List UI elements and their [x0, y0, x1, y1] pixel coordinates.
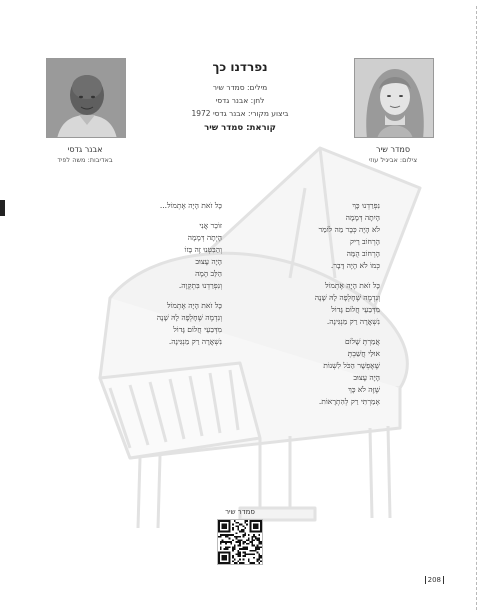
- reader-name: סמדר שיר: [375, 145, 411, 154]
- lyrics-stanza: [100, 220, 222, 292]
- lyrics-line: כְּמוֹ לֹא הָיָה דָּבָר.: [330, 261, 380, 270]
- composer-photo-credit: באדיבות: משה לפיד: [57, 156, 113, 164]
- composer-photo-caption: [30, 145, 140, 165]
- lyrics-line: מִדְּבַעֵי חֲלוֹם גָּדוֹל: [173, 325, 222, 334]
- lyrics-line: וְנִדְמֶה שֶׁחָלְפָה לָהּ שָׁנָה: [156, 313, 222, 322]
- lyrics-line: שֶׁזֶּה לֹא כָּךְ: [348, 385, 380, 394]
- lyrics-line: הָיָה עָצוּב: [353, 373, 380, 382]
- lyrics-line: הָיָה עָצוּב: [195, 257, 222, 266]
- lyrics-line: וְנִפְרַדְנוּ בִּתְקְוָה.: [178, 281, 222, 290]
- lyrics-line: נִשְׁאֲרָה רַק מַנְגִּינָה.: [326, 317, 380, 326]
- reader-photo-caption: [338, 145, 448, 165]
- lyrics-line: הָיְתָה דְּמָמָה: [187, 233, 222, 242]
- lyrics-line: כָּל זֹאת הָיָה אֶתְמוֹל: [166, 301, 222, 310]
- portrait-photo-reader: [354, 58, 434, 138]
- lyrics-line: נִפְרַדְנוּ כָּךְ: [352, 201, 380, 210]
- lyrics-line: הָרְחוֹב רֵיק: [349, 237, 380, 246]
- music-credit: לחן: אבנר גדסי: [215, 96, 265, 105]
- song-header: [160, 60, 320, 136]
- lyrics-line: שֶׁאֶפְשָׁר הַכֹּל לִשְׁנוֹת: [323, 361, 380, 370]
- lyrics-line: הַלֵּב הָמָה: [195, 269, 222, 278]
- song-title: נפרדנו כך: [212, 60, 268, 74]
- lyrics-column-right: [254, 200, 380, 416]
- lyrics-line: וְנִדְמֶה שֶׁחָלְפָה לָהּ שָׁנָה: [314, 293, 380, 302]
- lyrics-stanza: [254, 280, 380, 328]
- qr-code[interactable]: [217, 519, 263, 565]
- original-performance-credit: ביצוע מקורי: אבנר גדסי 1972: [191, 109, 289, 118]
- page-number-value: 208: [427, 576, 441, 584]
- lyrics-column-left: [100, 200, 222, 356]
- qr-code-caption: סמדר שיר: [225, 508, 255, 516]
- lyrics-credit: מילים: סמדר שיר: [212, 83, 268, 92]
- lyrics-line: נִשְׁאֲרָה רַק מַנְגִּינָה.: [168, 337, 222, 346]
- reader-credit: קוראת: סמדר שיר: [204, 123, 276, 133]
- lyrics-stanza: [100, 300, 222, 348]
- composer-name: אבנר גדסי: [67, 145, 103, 154]
- lyrics-line: לֹא הָיָה כְּבָר מַה לוֹמַר: [318, 225, 380, 234]
- lyrics-line: כָּל זֹאת הָיָה אֶתְמוֹל: [324, 281, 380, 290]
- page-edge-dashed-line: [476, 6, 477, 610]
- lyrics-stanza: [254, 336, 380, 408]
- portrait-photo-composer: [46, 58, 126, 138]
- lyrics-stanza: [100, 200, 222, 212]
- lyrics-stanza: [254, 200, 380, 272]
- lyrics-line: הָיִתָה דְּמָמָה: [345, 213, 380, 222]
- page-edge-marker: [0, 200, 5, 216]
- page-number: [423, 576, 446, 584]
- lyrics-line: אֲמַרְתְּ שָׁלוֹם: [344, 337, 380, 346]
- reader-photo-credit: צילום: אביגיל עוזי: [368, 156, 418, 164]
- lyrics-line: הָרְחוֹב הֻמָּה: [346, 249, 380, 258]
- lyrics-line: אוּלַי חֲשַׁבְתְּ: [347, 349, 380, 358]
- lyrics-line: מִדְּבַעֵי חֲלוֹם גָּדוֹל: [331, 305, 380, 314]
- lyrics-line: כָּל זֹאת הָיָה אֶתְמוֹל...: [159, 201, 222, 210]
- lyrics-line: וְהַבִּטְנוּ זֶה בָּזוֹ: [184, 245, 222, 254]
- lyrics-line: אָמַרְתִּי רַק לְהִתְרָאוֹת.: [318, 397, 380, 406]
- lyrics-line: זוֹכֵר אֲנִי: [199, 221, 222, 230]
